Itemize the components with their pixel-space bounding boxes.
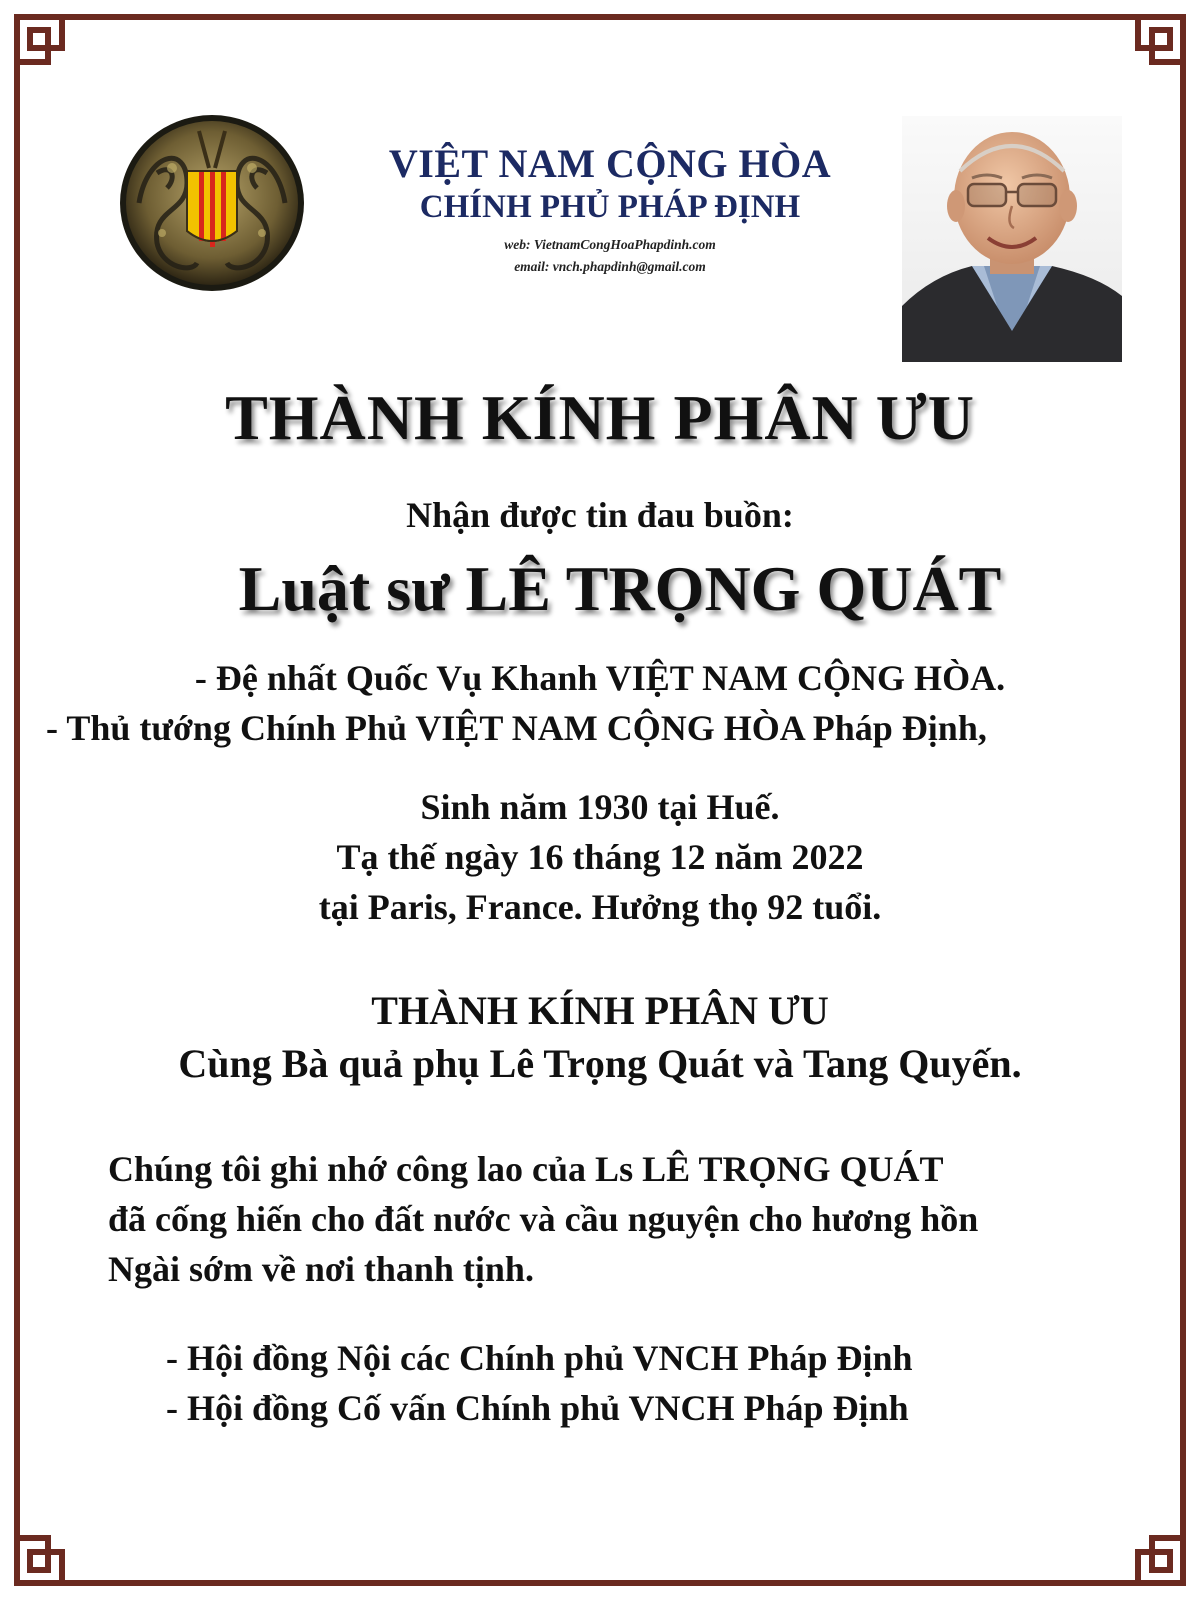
- deceased-name: Luật sư LÊ TRỌNG QUÁT: [238, 553, 1002, 624]
- death-line: Tạ thế ngày 16 tháng 12 năm 2022: [336, 837, 864, 877]
- condolence-title: THÀNH KÍNH PHÂN ƯU: [371, 988, 829, 1033]
- email-text: email: vnch.phapdinh@gmail.com: [514, 259, 706, 274]
- memorial-line: đã cống hiến cho đất nước và cầu nguyện cho hương hồn: [108, 1199, 979, 1239]
- news-intro: Nhận được tin đau buồn:: [406, 495, 794, 535]
- memorial-line: Ngài sớm về nơi thanh tịnh.: [108, 1249, 534, 1289]
- main-title: THÀNH KÍNH PHÂN ƯU: [225, 382, 975, 453]
- website-text: web: VietnamCongHoaPhapdinh.com: [504, 237, 716, 252]
- signatory-line: - Hội đồng Nội các Chính phủ VNCH Pháp Định: [166, 1338, 913, 1378]
- condolence-recipients: Cùng Bà quả phụ Lê Trọng Quát và Tang Quyến.: [178, 1041, 1022, 1086]
- org-title: VIỆT NAM CỘNG HÒA: [388, 141, 832, 186]
- death-place-line: tại Paris, France. Hưởng thọ 92 tuổi.: [318, 887, 882, 927]
- role-line: - Đệ nhất Quốc Vụ Khanh VIỆT NAM CỘNG HÒA.: [194, 658, 1006, 698]
- role-line: - Thủ tướng Chính Phủ VIỆT NAM CỘNG HÒA Pháp Định,: [46, 708, 987, 748]
- memorial-line: Chúng tôi ghi nhớ công lao của Ls LÊ TRỌNG QUÁT: [108, 1149, 944, 1189]
- portrait-photo-icon: [902, 116, 1122, 362]
- birth-line: Sinh năm 1930 tại Huế.: [420, 787, 780, 827]
- dragon-seal-emblem-icon: [117, 113, 307, 293]
- signatory-line: - Hội đồng Cố vấn Chính phủ VNCH Pháp Định: [166, 1388, 909, 1428]
- org-subtitle: CHÍNH PHỦ PHÁP ĐỊNH: [419, 189, 801, 225]
